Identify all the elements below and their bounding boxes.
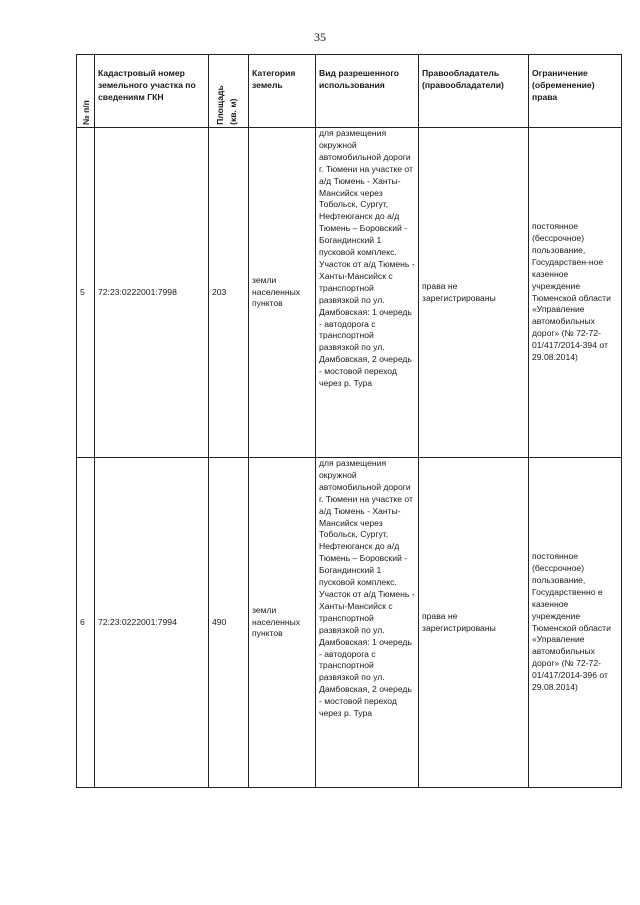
header-cadastral-number: Кадастровый номер земельного участка по сведениям ГКН [95,55,209,128]
permitted-use: для размещения окружной автомобильной дороги г. Тюмени на участке от а/д Тюмень - Ханты-Мансийск через Тобольск, Сургут, Нефтеюганск до а/д Тюмень – Боровский - Богандинский 1 пусковой комплекс. Участок от а/д Тюмень - Ханты-Мансийск с транспортной развязкой по ул. Дамбовская: 1 очередь - автодорога с транспортной развязкой по ул. Дамбовская, 2 очередь - мостовой переход через р. Тура [316,458,419,788]
row-number: 6 [77,458,95,788]
table-row [77,128,622,458]
restriction: постоянное (бессрочное) пользование, Государственно е казенное учреждение Тюменской области «Управление автомобильных дорог» (№ 72-72-01/417/2014-396 от 29.08.2014) [529,458,622,788]
header-restriction: Ограничение (обременение) права [529,55,622,128]
area-value: 490 [209,458,249,788]
rights-holder: права не зарегистрированы [419,128,529,458]
table-row [77,458,622,788]
table-header-row [77,55,622,128]
area-value: 203 [209,128,249,458]
header-permitted-use: Вид разрешенного использования [316,55,419,128]
land-category: земли населенных пунктов [249,128,316,458]
land-plots-table [76,54,622,788]
rights-holder: права не зарегистрированы [419,458,529,788]
header-land-category: Категория земель [249,55,316,128]
page-number: 35 [314,30,326,44]
land-category: земли населенных пунктов [249,458,316,788]
header-area: Площадь (кв. м) [209,55,249,128]
header-rights-holder: Правообладатель (правообладатели) [419,55,529,128]
permitted-use: для размещения окружной автомобильной дороги г. Тюмени на участке от а/д Тюмень - Ханты-Мансийск через Тобольск, Сургут, Нефтеюганск до а/д Тюмень – Боровский - Богандинский 1 пусковой комплекс. Участок от а/д Тюмень - Ханты-Мансийск с транспортной развязкой по ул. Дамбовская: 1 очередь - автодорога с транспортной развязкой по ул. Дамбовская, 2 очередь - мостовой переход через р. Тура [316,128,419,458]
header-number: № п/п [77,55,95,128]
restriction: постоянное (бессрочное) пользование, Государствен-ное казенное учреждение Тюменской области «Управление автомобильных дорог» (№ 72-72-01/417/2014-394 от 29.08.2014) [529,128,622,458]
cadastral-number: 72:23:0222001:7998 [95,128,209,458]
cadastral-number: 72:23:0222001:7994 [95,458,209,788]
row-number: 5 [77,128,95,458]
